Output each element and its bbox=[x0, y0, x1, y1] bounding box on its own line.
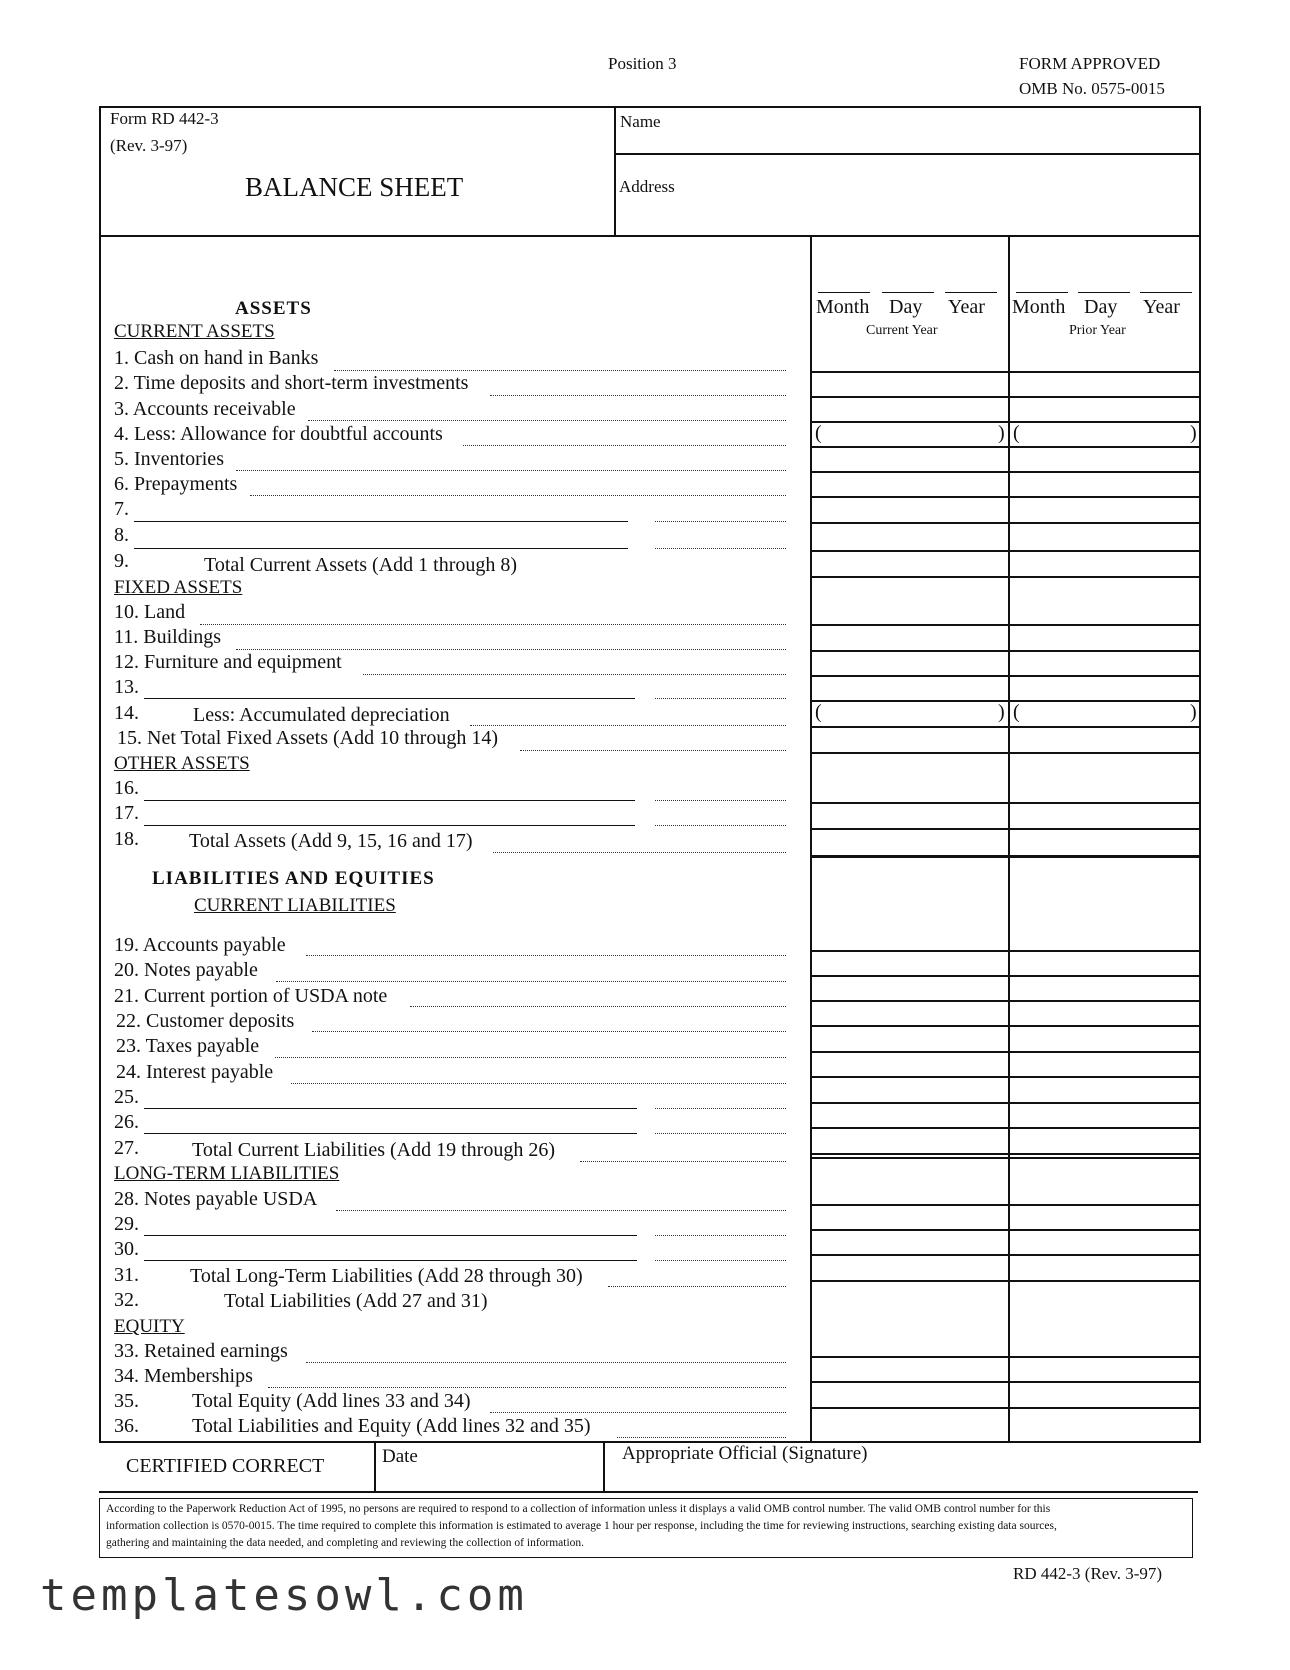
paperwork-text-2: information collection is 0570-0015. The time required to complete this information is estimated to average 1 hour per response, including the time for reviewing instructions, searching existing data sources, bbox=[106, 1520, 1057, 1532]
line-17: 17. bbox=[114, 802, 139, 824]
line-29: 29. bbox=[114, 1213, 139, 1235]
line-26: 26. bbox=[114, 1111, 139, 1133]
line-9-label: Total Current Assets (Add 1 through 8) bbox=[204, 554, 518, 576]
current-assets-heading: CURRENT ASSETS bbox=[114, 321, 275, 342]
prior-year-label: Prior Year bbox=[1069, 323, 1126, 338]
line-33: 33. Retained earnings bbox=[114, 1340, 288, 1362]
date-label: Date bbox=[382, 1446, 418, 1467]
col-current-year: Year bbox=[948, 296, 985, 318]
line-21: 21. Current portion of USDA note bbox=[114, 985, 388, 1007]
col-prior-month: Month bbox=[1012, 296, 1066, 318]
fixed-assets-heading: FIXED ASSETS bbox=[114, 577, 243, 598]
col-prior-year: Year bbox=[1143, 296, 1180, 318]
form-title: BALANCE SHEET bbox=[245, 172, 464, 202]
line-12: 12. Furniture and equipment bbox=[114, 651, 342, 673]
line-14: 14. bbox=[114, 702, 139, 724]
line-15: 15. Net Total Fixed Assets (Add 10 through 14) bbox=[117, 727, 498, 749]
line-1: 1. Cash on hand in Banks bbox=[114, 347, 319, 369]
col-current-day: Day bbox=[889, 296, 923, 318]
col-current-month: Month bbox=[816, 296, 870, 318]
line-20: 20. Notes payable bbox=[114, 959, 258, 981]
col-prior-day: Day bbox=[1084, 296, 1118, 318]
address-field[interactable] bbox=[700, 160, 1195, 232]
line-9: 9. bbox=[114, 550, 129, 572]
liabilities-heading: LIABILITIES AND EQUITIES bbox=[152, 868, 435, 889]
address-label: Address bbox=[619, 177, 675, 196]
current-liabilities-heading: CURRENT LIABILITIES bbox=[194, 895, 396, 916]
equity-heading: EQUITY bbox=[114, 1316, 185, 1337]
line-31-label: Total Long-Term Liabilities (Add 28 through 30) bbox=[190, 1265, 583, 1287]
line-34: 34. Memberships bbox=[114, 1365, 253, 1387]
line-14-label: Less: Accumulated depreciation bbox=[193, 704, 450, 726]
line-24: 24. Interest payable bbox=[116, 1061, 274, 1083]
line-22: 22. Customer deposits bbox=[116, 1010, 295, 1032]
line-32: 32. bbox=[114, 1289, 139, 1311]
certified-correct: CERTIFIED CORRECT bbox=[126, 1455, 325, 1477]
position-label: Position 3 bbox=[608, 54, 677, 73]
paperwork-text-1: According to the Paperwork Reduction Act of 1995, no persons are required to respond to a collection of information unless it displays a valid OMB control number. The valid OMB control number for this bbox=[106, 1503, 1051, 1515]
assets-heading: ASSETS bbox=[235, 298, 312, 319]
line-27-label: Total Current Liabilities (Add 19 through 26) bbox=[192, 1139, 555, 1161]
line-8: 8. bbox=[114, 524, 129, 546]
line-27: 27. bbox=[114, 1137, 139, 1159]
form-number: Form RD 442-3 bbox=[110, 109, 219, 128]
paperwork-text-3: gathering and maintaining the data needed, and completing and reviewing the collection of information. bbox=[106, 1537, 585, 1549]
current-year-label: Current Year bbox=[866, 323, 938, 338]
line-2: 2. Time deposits and short-term investments bbox=[114, 372, 469, 394]
line-3: 3. Accounts receivable bbox=[114, 398, 296, 420]
signature-field[interactable] bbox=[610, 1466, 1195, 1488]
line-25: 25. bbox=[114, 1086, 139, 1108]
line-4: 4. Less: Allowance for doubtful accounts bbox=[114, 423, 443, 445]
line-36: 36. bbox=[114, 1415, 139, 1437]
line-19: 19. Accounts payable bbox=[114, 934, 286, 956]
line-10: 10. Land bbox=[114, 601, 186, 623]
line-32-label: Total Liabilities (Add 27 and 31) bbox=[224, 1290, 488, 1312]
line-36-label: Total Liabilities and Equity (Add lines 32 and 35) bbox=[192, 1415, 591, 1437]
name-field[interactable] bbox=[700, 110, 1195, 148]
line-18: 18. bbox=[114, 828, 139, 850]
form-approved-label: FORM APPROVED bbox=[1019, 54, 1161, 73]
other-assets-heading: OTHER ASSETS bbox=[114, 753, 250, 774]
date-field[interactable] bbox=[378, 1468, 598, 1488]
line-28: 28. Notes payable USDA bbox=[114, 1188, 318, 1210]
line-7: 7. bbox=[114, 498, 129, 520]
line-11: 11. Buildings bbox=[114, 626, 222, 648]
form-rev: (Rev. 3-97) bbox=[110, 136, 188, 155]
line-35-label: Total Equity (Add lines 33 and 34) bbox=[192, 1390, 471, 1412]
form-id-footer: RD 442-3 (Rev. 3-97) bbox=[1013, 1564, 1163, 1583]
line-18-label: Total Assets (Add 9, 15, 16 and 17) bbox=[189, 830, 473, 852]
line-6: 6. Prepayments bbox=[114, 473, 238, 495]
line-30: 30. bbox=[114, 1238, 139, 1260]
line-5: 5. Inventories bbox=[114, 448, 224, 470]
line-31: 31. bbox=[114, 1264, 139, 1286]
line-35: 35. bbox=[114, 1390, 139, 1412]
name-label: Name bbox=[620, 112, 661, 131]
signature-label: Appropriate Official (Signature) bbox=[622, 1443, 868, 1464]
line-16: 16. bbox=[114, 777, 139, 799]
line-13: 13. bbox=[114, 676, 139, 698]
watermark: templatesowl.com bbox=[40, 1570, 528, 1621]
omb-number: OMB No. 0575-0015 bbox=[1019, 79, 1165, 98]
longterm-liabilities-heading: LONG-TERM LIABILITIES bbox=[114, 1163, 340, 1184]
line-23: 23. Taxes payable bbox=[116, 1035, 260, 1057]
